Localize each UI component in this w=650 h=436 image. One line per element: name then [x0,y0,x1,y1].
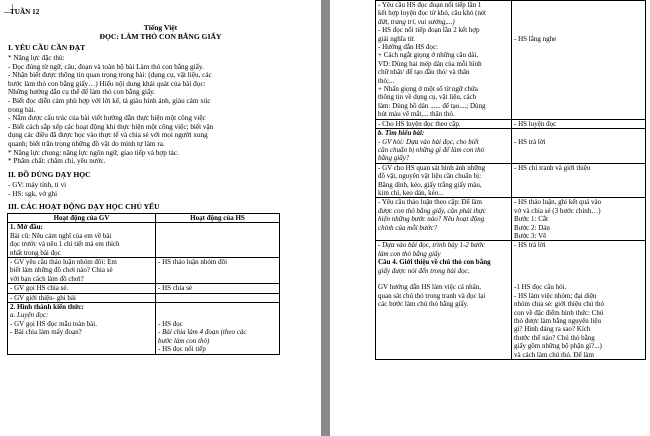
text-line: bước làm con thỏ) [158,336,210,345]
document-page-1 [0,0,321,436]
text-line: - HS làm việc nhóm; đại diện [514,291,597,300]
text-line: biết làm những đồ chơi nào? Chia sẻ [10,266,113,275]
text-line: Bước 2: Dán [514,223,550,232]
objective-line: dụng các điều đã được học vào thực tế và chia sẻ với mọi người xung [8,131,208,140]
materials-line: - HS: sgk, vở ghi [8,189,58,198]
student-activity-cell [512,241,646,360]
objective-line: - Nhận biết được thông tin quan trọng trong bài: (dụng cụ, vật liệu, các [8,71,212,80]
text-line: - Yêu cầu HS đọc đoạn nối tiếp lần 1 [378,1,482,9]
text-line [514,250,643,258]
teacher-activity-cell [376,241,512,360]
table-row [376,241,646,360]
table-row [376,119,646,128]
text-line: a. Luyện đọc: [10,311,49,320]
teacher-activity-cell [376,198,512,241]
student-activity-cell [512,129,646,164]
subject-title: Tiếng Việt [143,23,178,32]
text-line [514,1,643,9]
text-line: Bài cũ: Nêu cảm nghĩ của em về bài [10,231,112,240]
text-line [514,26,643,34]
student-activity-cell [156,223,280,258]
student-activity-cell [156,284,280,293]
student-activity-cell [512,1,646,120]
text-line: làm con thỏ bằng giấy [378,249,441,258]
student-column-header: Hoạt động của HS [156,214,280,223]
text-line: - HS chỉ tranh và giới thiệu [514,163,591,172]
week-label: TUẦN 12 [10,8,40,16]
text-line: thỏ;... [378,76,395,85]
teacher-activity-cell [8,223,156,258]
text-line [514,18,643,26]
text-line: - GV gọi HS đọc mẫu toàn bài. [10,319,97,328]
table-row [8,258,280,284]
teacher-activity-cell [376,1,512,120]
materials-line: - GV: máy tính, ti vi [8,181,67,189]
student-activity-cell [512,163,646,198]
text-line: giấy gồm những bộ phận gì?...) [514,342,602,351]
text-line: - Bài chia làm mấy đoạn? [10,328,82,337]
text-line: đọc trước và nêu 1 chi tiết mà em thích [10,240,120,249]
text-line: - HS đọc [158,319,183,328]
section-2-content [8,181,314,198]
text-line: Bước 1: Cắt [514,215,548,224]
text-line: Bước 3: Vẽ [514,231,547,240]
text-line: được con thỏ bằng giấy, cần phải thực [378,206,486,215]
objective-line: - Đọc đúng từ ngữ, câu, đoạn và toàn bộ bài Làm thỏ con bằng giấy. [8,62,204,71]
text-line: và cách làm chú thỏ. Để làm [514,350,594,359]
text-line: gì? Hình dáng ra sao? Kích [514,325,591,334]
student-activity-cell [156,258,280,284]
text-line: giấy được nói đến trong bài đọc. [378,266,470,275]
text-line: GV hướng dẫn HS làm việc cá nhân, [378,283,482,292]
text-line: giải nghĩa từ. [378,34,416,43]
student-activity-cell [156,293,280,302]
text-line: hiện những bước nào? Nêu hoạt động [378,215,485,224]
objective-line: * Năng lực chung: năng lực ngôn ngữ, giao tiếp và hợp tác. [8,148,179,157]
table-row [8,303,280,354]
text-line: VD: Dùng hai mép dán của mỗi hình [378,59,482,68]
text-line: + Cách ngắt giọng ở những câu dài, [378,51,479,60]
text-line: - HS chia sẻ [158,284,193,293]
text-line: đồ vật, nguyên vật liệu cần chuẩn bị: [378,172,482,181]
text-line: - GV cho HS quan sát hình ảnh những [378,163,486,172]
text-line: - GV yêu cầu thảo luận nhóm đôi: Em [10,258,117,267]
objective-line: * Năng lực đặc thù: [8,54,65,62]
text-line: 1. Mở đầu: [10,223,43,232]
text-line: - HS trả lời [514,241,546,250]
text-line: chính của mỗi bước? [378,223,438,232]
table-row [376,129,646,164]
text-line: thước thế nào? Chú thỏ bằng [514,333,595,342]
teacher-activity-cell [376,119,512,128]
text-line [158,303,277,311]
teacher-column-header: Hoạt động của GV [8,214,156,223]
objective-line: quanh; biết trân trọng những đồ vật do mình tự làm ra. [8,139,165,148]
text-line: - HS đọc nối tiếp đoạn lần 2 kết hợp [378,26,480,35]
text-line: vở và chia sẻ (3 bước chính…) [514,206,601,215]
teacher-activity-cell [8,303,156,354]
text-line: + Nhấn giọng ở một số từ ngữ chứa [378,85,478,94]
text-line: kim chỉ, keo dán, kéo... [378,188,444,197]
text-line: nhóm chia sẻ: giới thiệu chú thỏ [514,300,605,309]
objective-line: Những hướng dẫn cụ thể để làm thỏ con bằng giấy. [8,88,156,97]
document-page-2 [330,0,650,436]
text-line: bằng giấy? [378,154,410,163]
text-line [514,258,643,266]
text-line: - HS đọc nối tiếp [158,345,206,354]
table-row [8,223,280,258]
text-line: nhất trong bài đọc [10,248,61,257]
text-line [514,9,643,17]
text-line: các bước làm chú thỏ bằng giấy. [378,300,469,309]
table-row [376,198,646,241]
text-line: - Hướng dẫn HS đọc: [378,43,438,52]
text-line [514,267,643,275]
table-row [376,1,646,120]
table-row [8,284,280,293]
text-line: kết hợp luyện đọc từ khó, câu khó (nét [378,9,486,18]
section-2-heading: II. ĐỒ DÙNG DẠY HỌC [8,170,91,179]
text-line: cần chuẩn bị những gì để làm con thỏ [378,145,485,154]
text-line: thông tin về dụng cụ, vật liệu, cách [378,93,477,102]
text-line [514,275,643,283]
text-line: - Cho HS luyện đọc theo cặp. [378,119,461,128]
text-line: Câu 4. Giới thiệu về chú thỏ con bằng [378,258,491,267]
text-line: bút màu vẽ mắt,... thân thỏ. [378,110,455,119]
text-line [514,129,643,137]
text-line: làm: Dùng hồ dán ...... để tạo....; Dùng [378,101,486,110]
teacher-activity-cell [8,258,156,284]
teacher-activity-cell [376,129,512,164]
student-activity-cell [512,119,646,128]
text-line: -1 HS đọc câu hỏi. [514,283,567,292]
activity-table [7,213,280,355]
text-line: - HS trả lời [514,137,546,146]
table-row [376,163,646,198]
section-3-heading: III. CÁC HOẠT ĐỘNG DẠY HỌC CHỦ YẾU [8,202,160,211]
text-line [158,311,277,319]
objective-line: * Phẩm chất: chăm chỉ, yêu nước. [8,157,106,166]
table-row [8,293,280,302]
objective-line: - Biết đọc diễn cảm phù hợp với lời kể, tả giàu hình ảnh, giàu cảm xúc [8,96,211,105]
text-line: - Yêu cầu thảo luận theo cặp: Để làm [378,198,482,207]
text-line: - HS thảo luận nhóm đôi [158,258,228,267]
teacher-activity-cell [8,284,156,293]
text-line [378,275,509,283]
text-line: b. Tìm hiểu bài: [378,129,425,138]
teacher-activity-cell [376,163,512,198]
text-line: - HS luyện đọc [514,119,557,128]
text-line: - GV gọi HS chia sẻ. [10,284,69,293]
activity-table-continued [375,0,646,360]
text-line: quan sát chú thỏ trong tranh và đọc lại [378,291,486,300]
text-line: - GV giới thiệu- ghi bài [10,293,76,302]
text-line: - Bài chia làm 4 đoạn (theo các [158,328,247,337]
text-line: - HS thảo luận, ghi kết quả vào [514,198,602,207]
text-line: chữ nhật/ để tạo đầu thỏ/ và thân [378,68,470,77]
text-line: thỏ được làm bằng nguyên liệu [514,317,602,326]
text-line: con về đặc điểm hình thức: Chú [514,308,604,317]
student-activity-cell [156,303,280,354]
objective-line: - Nắm được cấu trúc của bài viết hướng dẫn thực hiện một công việc [8,114,206,123]
text-line: Băng dính, kéo, giấy trắng giấy màu, [378,180,482,189]
objective-line: bước làm thỏ con bằng giấy…) Hiểu nội dung khái quát của bài đọc: [8,79,206,88]
objective-line: trong bài. [8,105,36,114]
section-1-content [8,54,314,166]
text-line: 2. Hình thành kiến thức: [10,303,84,312]
lesson-title: ĐỌC: LÀM THỎ CON BẰNG GIẤY [99,32,222,41]
text-line: với bạn cách làm đồ chơi? [10,274,84,283]
text-line: - Dựa vào bài đọc, trình bày 1-2 bước [378,241,485,250]
objective-line: - Biết cách sắp xếp các hoạt động khi thực hiện một công việc; biết vận [8,122,214,131]
teacher-activity-cell [8,293,156,302]
text-line: - HS lắng nghe [514,34,557,43]
section-1-heading: I. YÊU CẦU CẦN ĐẠT [8,43,86,52]
text-line: - GV hỏi: Dựa vào bài đọc, cho biết [378,137,479,146]
text-line: đứt, trang trí, vui sướng,...) [378,17,455,26]
student-activity-cell [512,198,646,241]
